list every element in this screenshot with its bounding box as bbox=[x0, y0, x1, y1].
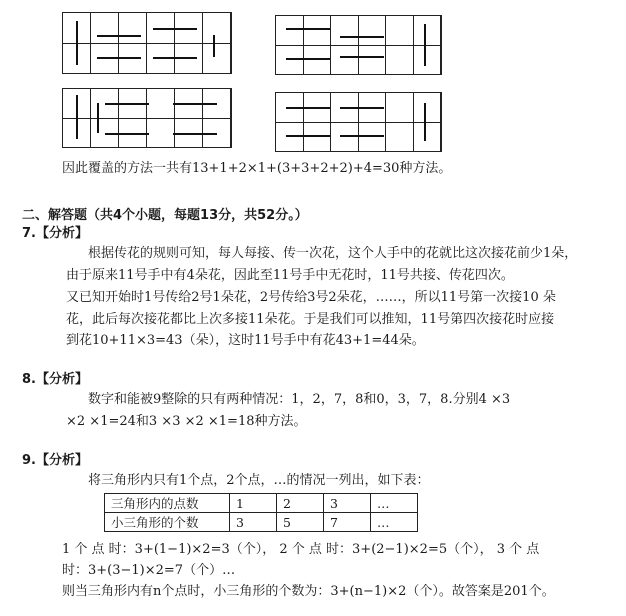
table-cell: 3 bbox=[230, 513, 277, 532]
q9-line-2: 时：3+(3−1)×2=7（个）… bbox=[62, 563, 236, 578]
table-cell: … bbox=[371, 494, 418, 513]
q7-line-3: 又已知开始时1号传给2号1朵花，2号传给3号2朵花，……，所以11号第一次接10 朵 bbox=[66, 290, 556, 305]
table-cell: 5 bbox=[277, 513, 324, 532]
q8-label: 8.【分析】 bbox=[22, 372, 88, 387]
domino bbox=[286, 28, 330, 30]
domino bbox=[173, 133, 217, 135]
domino bbox=[97, 57, 141, 59]
domino bbox=[286, 135, 330, 137]
table-cell: 2 bbox=[277, 494, 324, 513]
table-cell: 三角形内的点数 bbox=[105, 494, 230, 513]
section-heading: 二、解答题（共4个小题，每题13分，共52分。） bbox=[22, 208, 308, 223]
q9-intro: 将三角形内只有1个点，2个点，…的情况一列出，如下表： bbox=[88, 473, 430, 488]
table-cell: … bbox=[371, 513, 418, 532]
q8-line-2: ×2 ×1=24和3 ×3 ×2 ×1=18种方法。 bbox=[66, 414, 307, 429]
domino bbox=[153, 57, 197, 59]
domino bbox=[105, 133, 149, 135]
q7-line-4: 花，此后每次接花都比上次多接11朵花。于是我们可以推知，11号第四次接花时应接 bbox=[66, 312, 555, 327]
domino bbox=[286, 58, 330, 60]
summary-line: 因此覆盖的方法一共有13+1+2×1+(3+3+2+2)+4=30种方法。 bbox=[62, 161, 452, 176]
tiling-grid-4 bbox=[275, 92, 442, 152]
table-row bbox=[105, 494, 418, 513]
table-cell: 小三角形的个数 bbox=[105, 513, 230, 532]
table-cell: 1 bbox=[230, 494, 277, 513]
q9-line-3: 则当三角形内有n个点时，小三角形的个数为：3+(n−1)×2（个）。故答案是201个。 bbox=[62, 584, 555, 599]
domino bbox=[424, 24, 426, 66]
q7-label: 7.【分析】 bbox=[22, 226, 88, 241]
domino bbox=[173, 103, 217, 105]
domino bbox=[153, 28, 197, 30]
tiling-grid-1 bbox=[62, 12, 232, 74]
points-table bbox=[104, 493, 418, 532]
table-cell: 3 bbox=[324, 494, 371, 513]
table-cell: 7 bbox=[324, 513, 371, 532]
domino bbox=[97, 103, 99, 133]
domino bbox=[105, 103, 149, 105]
domino bbox=[286, 107, 330, 109]
domino bbox=[340, 107, 384, 109]
q9-label: 9.【分析】 bbox=[22, 453, 88, 468]
q7-line-1: 根据传花的规则可知，每人每接、传一次花，这个人手中的花就比这次接花前少1朵， bbox=[88, 246, 578, 261]
q9-line-1: 1 个 点 时：3+(1−1)×2=3（个）， 2 个 点 时：3+(2−1)×2=5（个）， 3 个 点 bbox=[62, 542, 540, 557]
q7-line-2: 由于原来11号手中有4朵花，因此至11号手中无花时，11号共接、传花四次。 bbox=[66, 268, 514, 283]
domino bbox=[97, 35, 141, 37]
q7-line-5: 到花10+11×3=43（朵），这时11号手中有花43+1=44朵。 bbox=[66, 333, 425, 348]
domino bbox=[213, 35, 215, 57]
domino bbox=[340, 36, 384, 38]
domino bbox=[340, 135, 384, 137]
tiling-grid-3 bbox=[62, 88, 232, 148]
domino bbox=[424, 103, 426, 141]
q8-line-1: 数字和能被9整除的只有两种情况：1，2，7，8和0，3，7，8.分别4 ×3 bbox=[88, 392, 511, 407]
domino bbox=[76, 21, 78, 65]
table-row bbox=[105, 513, 418, 532]
domino bbox=[76, 95, 78, 139]
tiling-grid-2 bbox=[275, 15, 442, 75]
domino bbox=[340, 56, 384, 58]
